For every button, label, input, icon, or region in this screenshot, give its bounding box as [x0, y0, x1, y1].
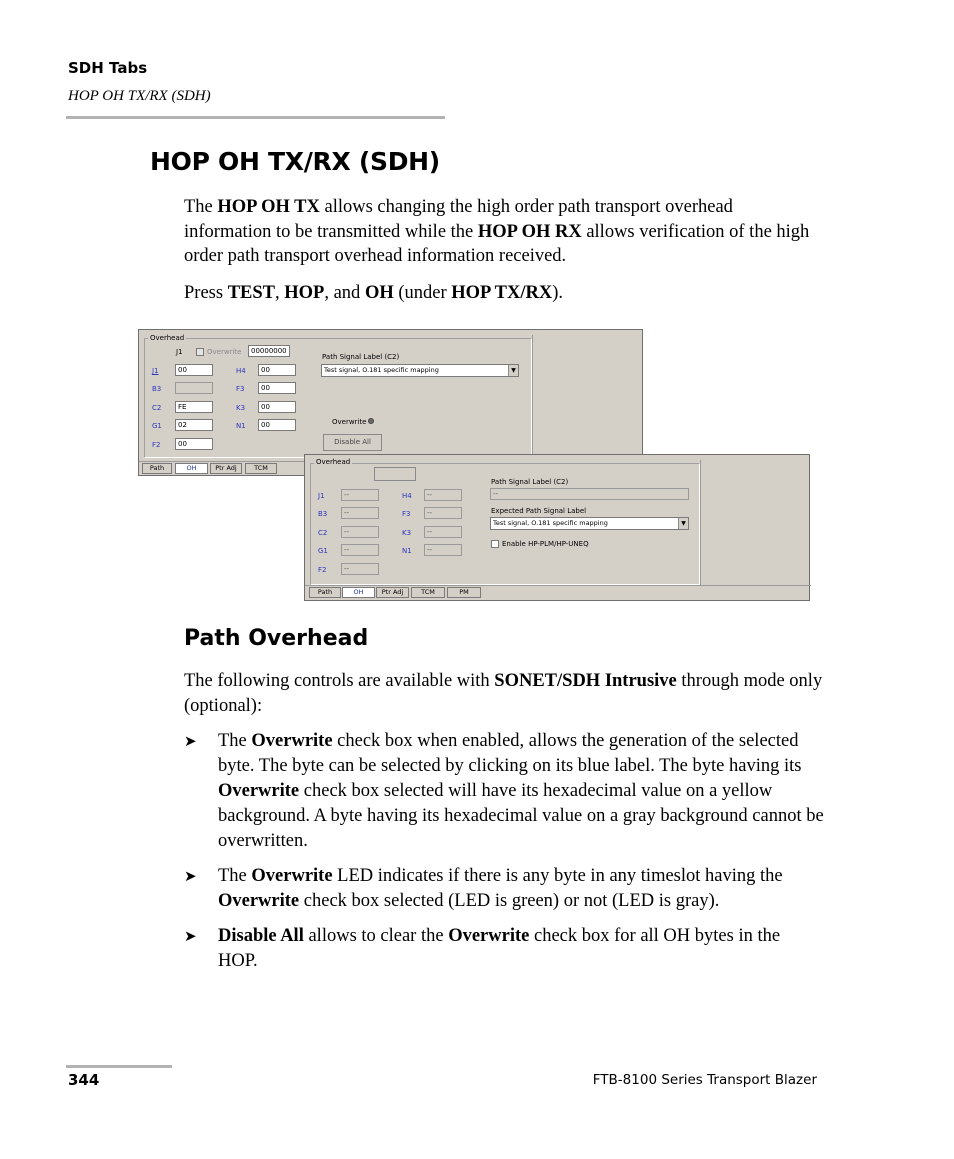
tx-overwrite-checkbox-label: Overwrite — [207, 348, 242, 356]
tx-group-label: Overhead — [150, 334, 185, 342]
tx-overwrite-checkbox[interactable] — [196, 348, 204, 356]
bullet-overwrite-led — [184, 864, 824, 914]
tx-byte-label-k3[interactable]: K3 — [236, 404, 246, 412]
page-title: HOP OH TX/RX (SDH) — [150, 147, 440, 176]
tx-tab-oh[interactable]: OH — [175, 463, 208, 474]
rx-byte-field-k3: -- — [424, 526, 462, 538]
rx-tab-pm[interactable]: PM — [447, 587, 481, 598]
bullet-overwrite-checkbox — [184, 729, 824, 854]
tx-byte-label-b3[interactable]: B3 — [152, 385, 162, 393]
rx-byte-field-h4: -- — [424, 489, 462, 501]
rx-byte-label-g1: G1 — [318, 547, 328, 555]
tx-j1-trace-field[interactable]: 00000000 — [248, 345, 290, 357]
tx-byte-field-n1[interactable]: 00 — [258, 419, 296, 431]
rx-tab-path[interactable]: Path — [309, 587, 341, 598]
intro-paragraph: The HOP OH TX allows changing the high order path transport overhead information to be transmitted while the HOP OH RX allows verification of the high order path transport overhead information received. — [184, 197, 810, 266]
bullet-text: The Overwrite LED indicates if there is any byte in any timeslot having the Overwrite check box selected (LED is green) or not (LED is gray). — [218, 866, 783, 911]
tx-byte-label-f3[interactable]: F3 — [236, 385, 245, 393]
following-paragraph: The following controls are available with SONET/SDH Intrusive through mode only (optional): — [184, 671, 823, 716]
overwrite-led-icon — [368, 418, 374, 424]
tx-tab-tcm[interactable]: TCM — [245, 463, 277, 474]
rx-byte-field-c2: -- — [341, 526, 379, 538]
rx-tab-oh[interactable]: OH — [342, 587, 375, 598]
tx-byte-field-j1[interactable]: 00 — [175, 364, 213, 376]
tx-byte-label-n1[interactable]: N1 — [236, 422, 246, 430]
rx-psl-label: Path Signal Label (C2) — [491, 478, 569, 486]
tx-byte-field-f2[interactable]: 00 — [175, 438, 213, 450]
rx-overhead-panel — [304, 454, 810, 601]
tx-byte-field-b3 — [175, 382, 213, 394]
enable-hp-plm-label: Enable HP-PLM/HP-UNEQ — [502, 540, 589, 548]
running-header-subsection: HOP OH TX/RX (SDH) — [68, 88, 211, 104]
header-rule — [66, 116, 445, 119]
rx-byte-label-f2: F2 — [318, 566, 327, 574]
tx-psl-value: Test signal, O.181 specific mapping — [324, 366, 439, 374]
tx-tab-ptr-adj[interactable]: Ptr Adj — [210, 463, 242, 474]
rx-byte-label-k3: K3 — [402, 529, 412, 537]
tx-byte-field-h4[interactable]: 00 — [258, 364, 296, 376]
bullet-arrow-icon: ➤ — [184, 734, 197, 750]
tx-tab-path[interactable]: Path — [142, 463, 172, 474]
rx-byte-label-j1: J1 — [318, 492, 325, 500]
rx-byte-field-f2: -- — [341, 563, 379, 575]
tx-byte-field-g1[interactable]: 02 — [175, 419, 213, 431]
rx-byte-label-b3: B3 — [318, 510, 328, 518]
disable-all-button[interactable]: Disable All — [323, 434, 382, 451]
rx-expected-psl-value: Test signal, O.181 specific mapping — [493, 519, 608, 527]
press-instruction: Press TEST, HOP, and OH (under HOP TX/RX). — [184, 283, 563, 303]
running-header-section: SDH Tabs — [68, 59, 148, 77]
tx-byte-label-c2[interactable]: C2 — [152, 404, 162, 412]
page-number: 344 — [68, 1071, 100, 1089]
rx-byte-field-g1: -- — [341, 544, 379, 556]
rx-byte-label-n1: N1 — [402, 547, 412, 555]
rx-byte-field-f3: -- — [424, 507, 462, 519]
tx-byte-field-k3[interactable]: 00 — [258, 401, 296, 413]
rx-tab-tcm[interactable]: TCM — [411, 587, 445, 598]
tx-byte-label-f2[interactable]: F2 — [152, 441, 161, 449]
tx-byte-field-f3[interactable]: 00 — [258, 382, 296, 394]
footer-rule — [66, 1065, 172, 1068]
rx-tab-bar — [305, 585, 811, 599]
rx-byte-label-f3: F3 — [402, 510, 411, 518]
bullet-arrow-icon: ➤ — [184, 869, 197, 885]
rx-byte-label-c2: C2 — [318, 529, 328, 537]
rx-byte-field-b3: -- — [341, 507, 379, 519]
enable-hp-plm-checkbox[interactable] — [491, 540, 499, 548]
bullet-disable-all — [184, 924, 824, 974]
rx-byte-field-n1: -- — [424, 544, 462, 556]
tx-panel-divider — [532, 335, 533, 459]
tx-byte-label-h4[interactable]: H4 — [236, 367, 246, 375]
section-heading-path-overhead: Path Overhead — [184, 626, 369, 651]
rx-group-label: Overhead — [316, 458, 351, 466]
bullet-text: Disable All allows to clear the Overwrite check box for all OH bytes in the HOP. — [218, 926, 781, 971]
chevron-down-icon[interactable]: ▼ — [678, 518, 688, 529]
chevron-down-icon[interactable]: ▼ — [508, 365, 518, 376]
tx-byte-field-c2[interactable]: FE — [175, 401, 213, 413]
tx-byte-label-j1[interactable]: J1 — [152, 367, 159, 375]
rx-j1-trace-field — [374, 467, 416, 481]
bullet-text: The Overwrite check box when enabled, allows the generation of the selected byte. The byte can be selected by clicking on its blue label. The byte having its Overwrite check box selected will have its hexadecimal value on a yellow background. A byte having its hexadecimal value on a gray background cannot be overwritten. — [218, 731, 824, 851]
rx-panel-divider — [700, 460, 701, 586]
rx-psl-field: -- — [490, 488, 689, 500]
tx-byte-label-g1[interactable]: G1 — [152, 422, 162, 430]
rx-byte-field-j1: -- — [341, 489, 379, 501]
tx-overwrite-led-label: Overwrite — [332, 418, 367, 426]
rx-expected-psl-dropdown[interactable] — [490, 517, 689, 530]
rx-expected-psl-label: Expected Path Signal Label — [491, 507, 587, 515]
tx-j1-header-label: J1 — [176, 348, 183, 356]
rx-byte-label-h4: H4 — [402, 492, 412, 500]
bullet-arrow-icon: ➤ — [184, 929, 197, 945]
footer-product-title: FTB-8100 Series Transport Blazer — [592, 1072, 817, 1088]
rx-tab-ptr-adj[interactable]: Ptr Adj — [376, 587, 409, 598]
tx-psl-dropdown[interactable] — [321, 364, 519, 377]
tx-psl-label: Path Signal Label (C2) — [322, 353, 400, 361]
